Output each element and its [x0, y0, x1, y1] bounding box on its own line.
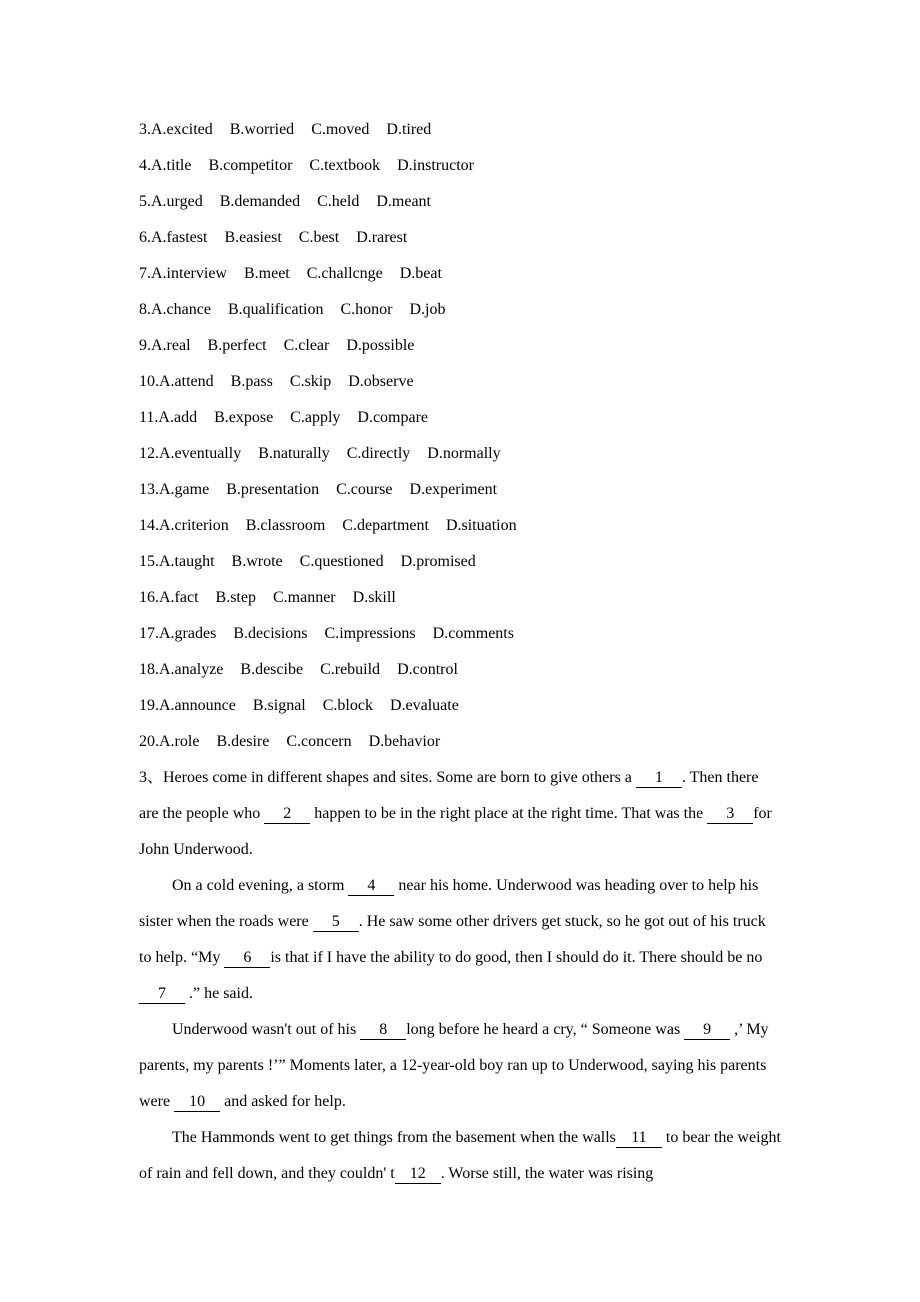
choice-option: D.experiment	[409, 481, 498, 498]
option-line	[139, 148, 781, 184]
choice-option: D.comments	[432, 625, 514, 642]
cloze-blank: 1	[636, 769, 682, 788]
passage-text: . Worse still, the water was rising	[440, 1165, 654, 1182]
question-number: 4.	[139, 157, 151, 174]
choice-option: D.situation	[445, 517, 517, 534]
question-number: 13.	[139, 481, 159, 498]
passage-text: . Then there are the people who	[139, 769, 759, 822]
passage-text: .” he said.	[185, 985, 253, 1002]
cloze-blank: 9	[684, 1021, 730, 1040]
passage-text: for John Underwood.	[139, 805, 772, 858]
question-number: 20.	[139, 733, 159, 750]
choice-option: A.fact	[159, 589, 199, 606]
choice-option: C.rebuild	[320, 661, 381, 678]
choice-option: C.best	[298, 229, 340, 246]
choice-option: C.concern	[286, 733, 352, 750]
choice-option: B.meet	[243, 265, 290, 282]
choice-option: A.announce	[159, 697, 236, 714]
choice-option: D.job	[409, 301, 446, 318]
option-line	[139, 292, 781, 328]
choice-option: A.title	[151, 157, 192, 174]
choice-option: D.tired	[386, 121, 432, 138]
cloze-blank: 12	[395, 1165, 441, 1184]
choice-option: D.normally	[427, 445, 501, 462]
passage-text: long before he heard a cry, “ Someone was	[406, 1021, 685, 1038]
choice-option: A.fastest	[151, 229, 208, 246]
options-section	[139, 112, 781, 760]
passage-text: . He saw some other drivers get stuck, so he got out of his truck to help. “My	[139, 913, 766, 966]
choice-option: C.held	[317, 193, 360, 210]
cloze-blank: 6	[224, 949, 270, 968]
question-number: 5.	[139, 193, 151, 210]
passage-text: 3、Heroes come in different shapes and sites. Some are born to give others a	[139, 769, 636, 786]
choice-option: A.grades	[159, 625, 217, 642]
passage-text: The Hammonds went to get things from the basement when the walls	[172, 1129, 616, 1146]
choice-option: C.honor	[340, 301, 393, 318]
choice-option: A.analyze	[159, 661, 224, 678]
option-line	[139, 508, 781, 544]
question-number: 14.	[139, 517, 159, 534]
choice-option: A.role	[159, 733, 200, 750]
choice-option: D.promised	[400, 553, 476, 570]
choice-option: A.chance	[151, 301, 211, 318]
option-line	[139, 436, 781, 472]
choice-option: B.presentation	[226, 481, 320, 498]
choice-option: D.evaluate	[389, 697, 459, 714]
choice-option: B.desire	[216, 733, 270, 750]
choice-option: C.directly	[346, 445, 411, 462]
choice-option: C.impressions	[324, 625, 416, 642]
choice-option: D.skill	[352, 589, 396, 606]
choice-option: A.taught	[159, 553, 215, 570]
choice-option: D.control	[397, 661, 458, 678]
choice-option: B.wrote	[231, 553, 283, 570]
cloze-blank: 8	[360, 1021, 406, 1040]
choice-option: C.questioned	[299, 553, 384, 570]
question-number: 7.	[139, 265, 151, 282]
passage-text: is that if I have the ability to do good, then I should do it. There should be no	[270, 949, 763, 966]
choice-option: B.expose	[214, 409, 274, 426]
choice-option: C.department	[342, 517, 429, 534]
choice-option: A.criterion	[159, 517, 229, 534]
option-line	[139, 256, 781, 292]
passage-paragraph	[139, 760, 781, 868]
choice-option: D.compare	[357, 409, 429, 426]
question-number: 9.	[139, 337, 151, 354]
choice-option: C.apply	[290, 409, 341, 426]
choice-option: B.pass	[230, 373, 273, 390]
question-number: 11.	[139, 409, 159, 426]
choice-option: D.possible	[346, 337, 415, 354]
choice-option: C.skip	[289, 373, 332, 390]
choice-option: B.qualification	[227, 301, 324, 318]
choice-option: A.interview	[151, 265, 227, 282]
passage-paragraph	[139, 868, 781, 1012]
choice-option: C.textbook	[309, 157, 381, 174]
choice-option: B.worried	[229, 121, 295, 138]
choice-option: B.demanded	[219, 193, 301, 210]
passage-section	[139, 760, 781, 1192]
option-line	[139, 328, 781, 364]
question-number: 18.	[139, 661, 159, 678]
choice-option: B.classroom	[245, 517, 326, 534]
option-line	[139, 184, 781, 220]
option-line	[139, 688, 781, 724]
question-number: 8.	[139, 301, 151, 318]
choice-option: C.moved	[311, 121, 370, 138]
choice-option: D.behavior	[368, 733, 441, 750]
question-number: 3.	[139, 121, 151, 138]
option-line	[139, 400, 781, 436]
choice-option: A.attend	[159, 373, 214, 390]
choice-option: B.signal	[252, 697, 306, 714]
choice-option: A.urged	[151, 193, 203, 210]
choice-option: C.course	[336, 481, 393, 498]
option-line	[139, 472, 781, 508]
choice-option: B.descibe	[240, 661, 304, 678]
cloze-blank: 11	[616, 1129, 662, 1148]
choice-option: C.challcnge	[306, 265, 383, 282]
choice-option: A.excited	[151, 121, 213, 138]
passage-text: and asked for help.	[220, 1093, 346, 1110]
choice-option: D.observe	[348, 373, 414, 390]
cloze-blank: 5	[313, 913, 359, 932]
question-number: 17.	[139, 625, 159, 642]
option-line	[139, 652, 781, 688]
option-line	[139, 112, 781, 148]
passage-paragraph	[139, 1012, 781, 1120]
choice-option: A.game	[159, 481, 210, 498]
choice-option: C.manner	[272, 589, 336, 606]
choice-option: D.rarest	[356, 229, 408, 246]
question-number: 15.	[139, 553, 159, 570]
cloze-blank: 2	[264, 805, 310, 824]
choice-option: C.clear	[283, 337, 330, 354]
question-number: 19.	[139, 697, 159, 714]
choice-option: A.add	[158, 409, 198, 426]
choice-option: D.meant	[376, 193, 431, 210]
passage-text: On a cold evening, a storm	[172, 877, 349, 894]
choice-option: C.block	[322, 697, 373, 714]
cloze-blank: 4	[348, 877, 394, 896]
choice-option: B.easiest	[224, 229, 282, 246]
question-number: 10.	[139, 373, 159, 390]
question-number: 12.	[139, 445, 159, 462]
choice-option: B.naturally	[258, 445, 330, 462]
cloze-blank: 7	[139, 985, 185, 1004]
choice-option: B.decisions	[233, 625, 308, 642]
choice-option: B.perfect	[207, 337, 267, 354]
option-line	[139, 616, 781, 652]
option-line	[139, 220, 781, 256]
passage-text: ,’ My parents, my parents !’” Moments later, a 12-year-old boy ran up to Underwood, saying his parents were	[139, 1021, 769, 1110]
choice-option: A.eventually	[159, 445, 242, 462]
passage-text: Underwood wasn't out of his	[172, 1021, 361, 1038]
choice-option: A.real	[151, 337, 191, 354]
choice-option: B.step	[215, 589, 256, 606]
option-line	[139, 364, 781, 400]
passage-text: happen to be in the right place at the right time. That was the	[310, 805, 708, 822]
passage-paragraph	[139, 1120, 781, 1192]
question-number: 6.	[139, 229, 151, 246]
option-line	[139, 724, 781, 760]
choice-option: D.beat	[399, 265, 442, 282]
choice-option: D.instructor	[397, 157, 474, 174]
passage-text: to bear the weight of rain and fell down, and they couldn' t	[139, 1129, 781, 1182]
choice-option: B.competitor	[208, 157, 293, 174]
cloze-blank: 10	[174, 1093, 220, 1112]
cloze-blank: 3	[707, 805, 753, 824]
passage-text: near his home. Underwood was heading over to help his sister when the roads were	[139, 877, 759, 930]
option-line	[139, 544, 781, 580]
option-line	[139, 580, 781, 616]
question-number: 16.	[139, 589, 159, 606]
